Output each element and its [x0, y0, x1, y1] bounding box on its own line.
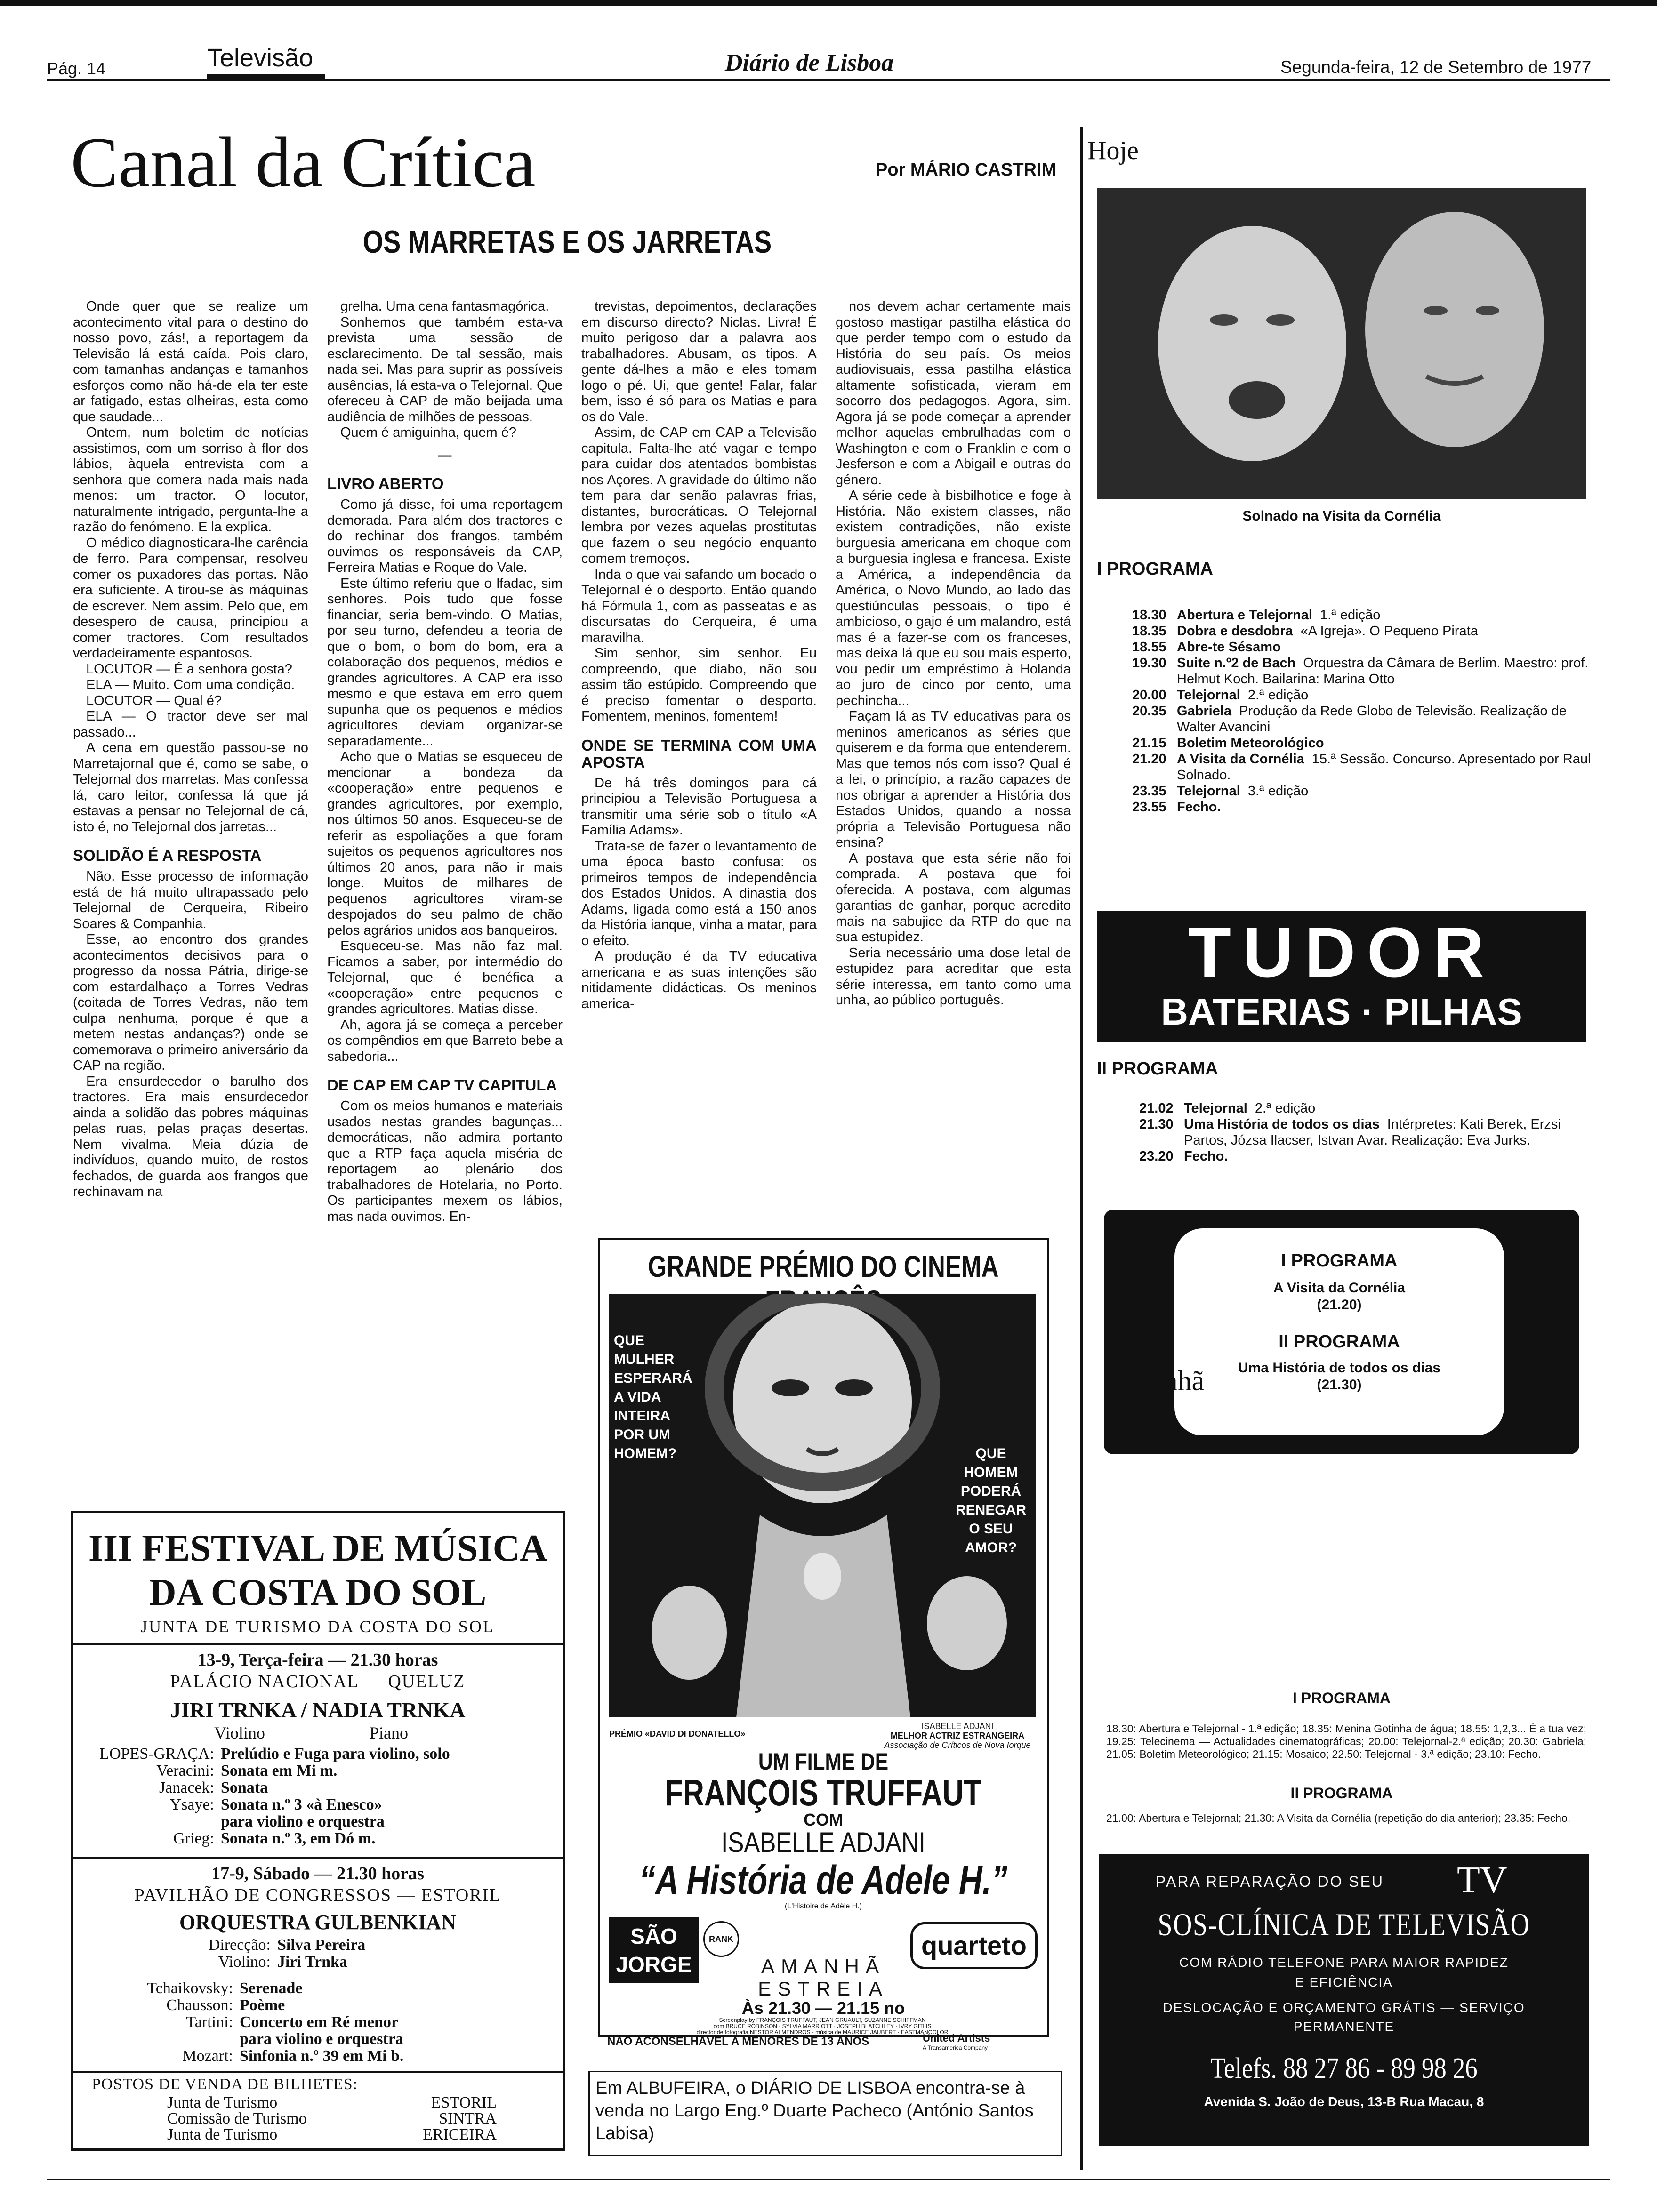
ticket-town: ERICEIRA [423, 2126, 497, 2143]
listing-time: 21.20 [1132, 752, 1166, 767]
concert2-program [82, 1980, 553, 2065]
tv-p2-title: II PROGRAMA [1279, 1332, 1400, 1352]
festival-rule-2 [73, 1857, 563, 1859]
paragraph: Seria necessário uma dose letal de estupidez para acreditar que esta série interessa, em tanto como uma unha, ao público português. [836, 945, 1071, 1008]
cinema-sao-jorge: SÃO JORGE [609, 1917, 699, 1983]
listing-desc: Intérpretes: Kati Berek, Erzsi Partos, Józsa Ilacser, Istvan Avar. Realização: Eva Jurks. [1184, 1117, 1561, 1148]
film-original-title: (L'Histoire de Adèle H.) [784, 1902, 862, 1910]
tv-listing [1132, 783, 1593, 799]
program-value: Silva Pereira [277, 1936, 366, 1954]
program-label: Tchaikovsky: [147, 1980, 233, 1997]
tudor-ad [1097, 911, 1586, 1042]
program-row [82, 1763, 553, 1779]
listing-desc: 3.ª edição [1247, 784, 1309, 799]
subheading: ONDE SE TERMINA COM UMA APOSTA [581, 736, 817, 771]
paragraph: Esqueceu-se. Mas não faz mal. Ficamos a saber, por intermédio do Telejornal, que é benéfica a «cooperação» entre pequenos e grandes agricultores. Matias disse. [327, 938, 563, 1017]
subheading: SOLIDÃO É A RESPOSTA [73, 847, 262, 864]
listing-desc: 2.ª edição [1255, 1101, 1316, 1116]
listing-title: A Visita da Cornélia [1177, 752, 1304, 767]
sos-line5: PERMANENTE [1293, 2019, 1395, 2034]
section-underline [207, 74, 325, 79]
program-value: Poème [240, 1996, 285, 2014]
program-label [82, 1813, 221, 1830]
paragraph: Com os meios humanos e materiais usados nestas grandes bagunças... democráticas, não admira portanto que a RTP faça aquela miséria de reportagem ao plenário dos trabalhadores de Hotelaria, no Porto. Os participantes mexem os lábios, mas nada ouvimos. En- [327, 1098, 563, 1224]
ticket-row [167, 2111, 497, 2127]
paragraph: Ah, agora já se começa a perceber os compêndios em que Barreto bebe a sabedoria... [327, 1017, 563, 1064]
program-label [82, 2031, 240, 2048]
program-row [82, 1830, 553, 1847]
listing-time: 20.00 [1132, 688, 1166, 703]
paragraph: Sonhemos que também esta-va prevista uma sessão de esclarecimento. De tal sessão, mais nada sei. Mas para suprir as possíveis ausências, lá esta-va o Telejornal. Que ofereceu à CAP de mão beijada uma audiência de milhões de pessoas. [327, 314, 563, 425]
tickets-list [167, 2095, 497, 2143]
tagline-right [956, 1444, 1026, 1557]
tagline-line: A VIDA [614, 1389, 661, 1405]
instrument-piano: Piano [370, 1723, 409, 1742]
ticket-place: Junta de Turismo [167, 2126, 278, 2143]
issue-date: Segunda-feira, 12 de Setembro de 1977 [1280, 57, 1592, 77]
tagline-left [614, 1331, 692, 1463]
column-title: Canal da Crítica [71, 123, 536, 202]
sos-line2: COM RÁDIO TELEFONE PARA MAIOR RAPIDEZ [1179, 1955, 1509, 1970]
paragraph: grelha. Uma cena fantasmagórica. [340, 299, 549, 314]
program-value: Jiri Trnka [277, 1953, 347, 1971]
tv-listing [1139, 1116, 1593, 1148]
paragraph: Não. Esse processo de informação está de há muito ultrapassado pelo Telejornal de Cerqueira, Ribeiro Soares & Companhia. [73, 869, 308, 931]
listing-time: 18.55 [1132, 640, 1166, 655]
film-title: “A História de Adele H.” [639, 1858, 1008, 1903]
festival-ad [71, 1511, 565, 2151]
article-column-1 [73, 299, 308, 1200]
rank-badge: RANK [703, 1921, 739, 1957]
amanha-title: Amanhã [1109, 1365, 1205, 1396]
listing-desc: 2.ª edição [1247, 688, 1309, 703]
tagline-line: PODERÁ [960, 1483, 1022, 1499]
photo-caption: Solnado na Visita da Cornélia [1242, 508, 1441, 524]
am-p2-text: 21.00: Abertura e Telejornal; 21.30: A Visita da Cornélia (repetição do dia anterior); 23.35: Fecho. [1106, 1812, 1571, 1824]
albufeira-text: Em ALBUFEIRA, o DIÁRIO DE LISBOA encontra-se à venda no Largo Eng.º Duarte Pacheco (António Santos Labisa) [595, 2078, 1034, 2143]
paragraph: ELA — Muito. Com uma condição. [86, 677, 295, 692]
concert2-date: 17-9, Sábado — 21.30 horas [211, 1864, 424, 1883]
tv-p1-time: (21.20) [1317, 1297, 1362, 1313]
festival-title-2: DA COSTA DO SOL [149, 1572, 487, 1613]
listing-title: Uma História de todos os dias [1184, 1117, 1380, 1132]
award-right-title: MELHOR ACTRIZ ESTRANGEIRA [890, 1731, 1025, 1740]
paragraph: Esse, ao encontro dos grandes acontecimentos decisivos para o progresso da nossa Pátria, dirige-se com estardalhaço a Torres Vedras (coitada de Torres Vedras, não tem culpa nenhuma, porque é que a metem nestas andanças?) onde se comemorava o primeiro aniversário da CAP na região. [73, 932, 308, 1073]
program-row [82, 1746, 553, 1763]
festival-rule-1 [73, 1643, 563, 1645]
tv-listing [1132, 703, 1593, 735]
festival-organizer: JUNTA DE TURISMO DA COSTA DO SOL [141, 1617, 495, 1636]
program-value: Serenade [240, 1980, 303, 1997]
top-border [0, 0, 1657, 6]
listing-desc: 15.ª Sessão. Concurso. Apresentado por Raul Solnado. [1177, 752, 1591, 783]
listing-title: Fecho. [1184, 1149, 1228, 1164]
article-column-2 [327, 299, 563, 1225]
tv-listing [1132, 623, 1593, 639]
program-row [82, 1954, 553, 1971]
program-label: Direcção: [208, 1936, 271, 1954]
program-row [82, 2014, 553, 2031]
concert1-venue: PALÁCIO NACIONAL — QUELUZ [170, 1672, 466, 1691]
ticket-place: Junta de Turismo [167, 2094, 278, 2111]
program-value: Sinfonia n.º 39 em Mi b. [240, 2047, 404, 2065]
film-com: COM [804, 1810, 843, 1829]
tudor-brand: TUDOR [1188, 913, 1496, 992]
headline: OS MARRETAS E OS JARRETAS [362, 224, 772, 260]
program-row [82, 1779, 553, 1796]
tagline-line: QUE [975, 1446, 1006, 1461]
solnado-photo [1097, 188, 1586, 499]
program-value: Sonata em Mi m. [221, 1762, 338, 1779]
listing-time: 20.35 [1132, 704, 1166, 719]
tv-listing [1132, 687, 1593, 703]
program-value: para violino e orquestra [240, 2030, 403, 2048]
program-label: Violino: [218, 1953, 271, 1971]
paragraph: ELA — O tractor deve ser mal passado... [73, 709, 308, 740]
um-filme-de: UM FILME DE [758, 1748, 889, 1775]
film-times: Às 21.30 — 21.15 no [741, 1998, 905, 2018]
program-row [82, 1980, 553, 1997]
listing-time: 19.30 [1132, 656, 1166, 671]
paragraph: LOCUTOR — Qual é? [86, 693, 222, 708]
prog2-list [1139, 1100, 1593, 1164]
listing-desc: 1.ª edição [1319, 608, 1381, 623]
tv-p2-show: Uma História de todos os dias [1238, 1360, 1441, 1376]
film-amanha: AMANHÃ [761, 1955, 885, 1977]
tv-listing [1132, 655, 1593, 687]
tagline-line: HOMEM? [614, 1446, 677, 1461]
paragraph: LOCUTOR — É a senhora gosta? [86, 661, 292, 677]
program-label: Chausson: [166, 1996, 233, 2014]
am-p1-title: I PROGRAMA [1293, 1690, 1391, 1707]
tagline-line: HOMEM [964, 1465, 1018, 1480]
program-value: Sonata [221, 1779, 268, 1796]
program-row [82, 1796, 553, 1813]
ticket-town: SINTRA [439, 2110, 497, 2127]
program-value: Concerto em Ré menor [240, 2013, 399, 2031]
listing-title: Abre-te Sésamo [1177, 640, 1281, 655]
ticket-row [167, 2127, 497, 2143]
listing-time: 18.35 [1132, 624, 1166, 639]
sidebar-divider [1080, 127, 1083, 2170]
program-label: Janacek: [159, 1779, 214, 1796]
tagline-line: QUE [614, 1333, 645, 1348]
program-row [82, 1813, 553, 1830]
prog1-title: I PROGRAMA [1097, 559, 1213, 579]
listing-desc: Produção da Rede Globo de Televisão. Realização de Walter Avancini [1177, 704, 1567, 735]
concert2-credits [82, 1937, 553, 1971]
listing-time: 21.02 [1139, 1101, 1174, 1116]
paragraph: A postava que esta série não foi comprada. A postava que foi oferecida. A postava, com algumas garantias de ganhar, porque acredito mais na sabujice da RTP do que na sua estupidez. [836, 850, 1071, 945]
program-value: Prelúdio e Fuga para violino, solo [221, 1745, 450, 1763]
am-p2-title: II PROGRAMA [1290, 1785, 1393, 1802]
listing-time: 23.20 [1139, 1149, 1174, 1164]
listing-title: Telejornal [1177, 688, 1240, 703]
paragraph: De há três domingos para cá principiou a Televisão Portuguesa a transmitir uma série sob o título «A Família Adams». [581, 775, 817, 838]
festival-rule-3 [73, 2071, 563, 2073]
paragraph: Inda o que vai safando um bocado o Telejornal é o desporto. Então quando há Fórmula 1, com as passeatas e as discursatas do Cerqueira, é uma maravilha. [581, 567, 817, 645]
tv-listing [1132, 607, 1593, 623]
award-right [882, 1722, 1033, 1750]
tagline-line: MULHER [614, 1352, 675, 1367]
am-p1-text: 18.30: Abertura e Telejornal - 1.ª edição; 18.35: Menina Gotinha de água; 18.55: 1,2,3... É a tua vez; 19.25: Telecinema — Actualidades cinematográficas; 20.00: Telejornal-2.ª edição; 20.30: Gabriela; 21.05: Boletim Meteorológico; 21.15: Mosaico; 22.50: Telejornal - 3.ª edição; 23.10: Fecho. [1106, 1723, 1586, 1760]
program-row [82, 2048, 553, 2065]
tv-listing [1132, 735, 1593, 751]
tv-listing [1132, 799, 1593, 815]
tudor-sub: BATERIAS · PILHAS [1161, 991, 1522, 1033]
tv-listing [1139, 1148, 1593, 1164]
sos-line3: E EFICIÊNCIA [1295, 1975, 1393, 1989]
film-rating: NÃO ACONSELHÁVEL A MENORES DE 13 ANOS [607, 2035, 869, 2048]
sos-line1: PARA REPARAÇÃO DO SEU [1156, 1873, 1384, 1890]
tagline-line: ESPERARÁ [614, 1370, 692, 1386]
film-credits-3: director de fotografia NESTOR ALMENDROS · música de MAURICE JAUBERT · EASTMANCOLOR [696, 2029, 949, 2036]
film-ad [598, 1238, 1049, 2037]
program-label: Grieg: [173, 1830, 214, 1847]
award-right-org: Associação de Críticos de Nova Iorque [884, 1740, 1031, 1750]
photo-icon [1097, 188, 1586, 499]
paragraph: Trata-se de fazer o levantamento de uma época basto confusa: os primeiros tempos de independência dos Estados Unidos. A dinastia dos Adams, ligada como está a 150 anos da História ianque, vinha a matar, para o efeito. [581, 838, 817, 948]
paragraph: A cena em questão passou-se no Marretajornal que é, como se sabe, o Telejornal dos marretas. Mas confessa lá, caro leitor, confessa lá que já estavas a pensar no Telejornal de cá, isto é, no Telejornal dos jarretas... [73, 740, 308, 834]
paragraph: A série cede à bisbilhotice e foge à História. Não existem classes, não existem contradições, não existe burguesia americana em choque com a burguesia inglesa e francesa. Existe a América, a independência da América, o Novo Mundo, ao lado das questiúnculas pessoais, o tipo é ambicioso, o gajo é um malandro, está mas é a fazer-se com os franceses, mas deixa lá que eu sou mais esperto, vou pedir um empréstimo à Holanda ao juro de cinco por cento, uma pechincha... [836, 488, 1071, 708]
paragraph: Sim senhor, sim senhor. Eu compreendo, que diabo, não sou assim tão estúpido. Compreendo que é preciso fomentar o desporto. Fomentem, meninos, fomentem! [581, 646, 817, 724]
festival-title-1: III FESTIVAL DE MÚSICA [88, 1528, 547, 1569]
program-value: Sonata n.º 3, em Dó m. [221, 1830, 376, 1847]
tv-listing [1132, 751, 1593, 783]
listing-desc: Orquestra da Câmara de Berlim. Maestro: prof. Helmut Koch. Bailarina: Marina Otto [1177, 656, 1589, 687]
hoje-title: Hoje [1087, 136, 1139, 165]
tv-screen [1174, 1228, 1504, 1435]
sos-ad [1099, 1854, 1589, 2146]
film-estreia: ESTREIA [758, 1978, 889, 2000]
albufeira-notice [588, 2071, 1062, 2156]
film-poster [609, 1294, 1036, 1717]
tagline-line: INTEIRA [614, 1408, 670, 1424]
paragraph: A produção é da TV educativa americana e as suas intenções são nitidamente didácticas. Os meninos america- [581, 949, 817, 1011]
footer-rule [47, 2179, 1610, 2180]
tickets-title: POSTOS DE VENDA DE BILHETES: [92, 2076, 358, 2093]
instrument-violin: Violino [214, 1723, 265, 1742]
program-label: Mozart: [182, 2047, 233, 2065]
page-number: Pág. 14 [47, 59, 106, 78]
paragraph: Este último referiu que o lfadac, sim senhores. Pois tudo que fosse financiar, seria bem-vindo. O Matias, por seu turno, defendeu a teoria de que o bom, o bom do bom, era a colaboração dos pequenos, médios e grandes agricultores. A CAP era isso mesmo e que estava em erro quem supunha que os pequenos e médios agricultores deviam organizar-se separadamente... [327, 576, 563, 749]
program-label: Veracini: [156, 1762, 214, 1779]
section-dash: — [438, 447, 452, 463]
sos-address: Avenida S. João de Deus, 13-B Rua Macau, 8 [1204, 2094, 1484, 2109]
article-column-3 [581, 299, 817, 1012]
listing-title: Telejornal [1177, 784, 1240, 799]
listing-title: Suite n.º2 de Bach [1177, 656, 1296, 671]
sos-brand: SOS-CLÍNICA DE TELEVISÃO [1158, 1907, 1530, 1942]
sos-tv: TV [1457, 1859, 1507, 1901]
tagline-line: POR UM [614, 1427, 670, 1443]
tv-p1-title: I PROGRAMA [1281, 1251, 1398, 1271]
studio-sub: A Transamerica Company [923, 2044, 988, 2051]
paragraph: Como já disse, foi uma reportagem demorada. Para além dos tractores e do rechinar dos frangos, também ouvimos os responsáveis da CAP, Ferreira Matias e Roque do Vale. [327, 497, 563, 575]
paragraph: Acho que o Matias se esqueceu de mencionar a bondeza da «cooperação» entre pequenos e grandes agricultores, por exemplo, nos últimos 50 anos. Esqueceu-se de referir as espoliações a que foram sujeitos os pequenos agricultores nos últimos 20 anos, para não ir mais longe. Muitos de milhares de pequenos agricultores viram-se despojados do seu palmo de chão pelos agrários unidos aos banqueiros. [327, 749, 563, 938]
listing-title: Gabriela [1177, 704, 1232, 719]
film-banner: GRANDE PRÉMIO DO CINEMA [648, 1250, 999, 1283]
film-director: FRANÇOIS TRUFFAUT [665, 1772, 982, 1813]
studio-name: United Artists [923, 2032, 990, 2044]
sos-line4: DESLOCAÇÃO E ORÇAMENTO GRÁTIS — SERVIÇO [1163, 2000, 1525, 2015]
film-credits-2: com BRUCE ROBINSON · SYLVIA MARRIOTT · JOSEPH BLATCHLEY · IVRY GITLIS [713, 2023, 932, 2029]
award-left: PRÉMIO «DAVID DI DONATELLO» [609, 1729, 746, 1739]
film-star: ISABELLE ADJANI [721, 1827, 925, 1858]
paragraph: trevistas, depoimentos, declarações em discurso directo? Niclas. Livra! É muito perigoso dar a palavra aos trabalhadores. Abusam, os tipos. A gente dá-lhes a mão e eles tomam logo o pé. Ui, que gente! Falar, falar bem, isso é só para os Matias e para os do Vale. [581, 299, 817, 425]
paragraph: nos devem achar certamente mais gostoso mastigar pastilha elástica do que perder tempo com o estudo da História do seu país. Os meios audiovisuais, essa pastilha elástica altamente sofisticada, vieram em socorro dos pedagogos. Agora, sim. Agora já se pode começar a aprender melhor aquelas embrulhadas com o Washington e com o Franklin e com o Jesferson e com a Abigail e outras do género. [836, 299, 1071, 488]
tv-set-box [1104, 1210, 1579, 1454]
tv-listing [1139, 1100, 1593, 1116]
tv-listing [1132, 639, 1593, 655]
tv-p1-show: A Visita da Cornélia [1273, 1280, 1406, 1296]
tagline-line: RENEGAR [955, 1502, 1026, 1518]
listing-time: 21.15 [1132, 736, 1166, 751]
tv-p2-time: (21.30) [1317, 1377, 1362, 1393]
section-name: Televisão [207, 44, 314, 72]
concert1-program [82, 1746, 553, 1847]
prog2-title: II PROGRAMA [1097, 1059, 1218, 1079]
listing-time: 23.55 [1132, 800, 1166, 815]
paragraph: O médico diagnosticara-lhe carência de ferro. Para compensar, resolveu comer os puxadores das portas. Não era suficiente. A tirou-se às máquinas de escrever. Nem assim. Pelo que, em desespero de causa, principiou a comer tractores. Com resultados verdadeiramente espantosos. [73, 535, 308, 661]
prog1-list [1132, 607, 1593, 815]
masthead: Diário de Lisboa [725, 49, 894, 76]
concert2-orchestra: ORQUESTRA GULBENKIAN [179, 1911, 456, 1934]
sos-phones: Telefs. 88 27 86 - 89 98 26 [1210, 2052, 1478, 2084]
listing-title: Dobra e desdobra [1177, 624, 1293, 639]
ticket-row [167, 2095, 497, 2111]
film-credits-1: Screenplay by FRANÇOIS TRUFFAUT, JEAN GRUAULT, SUZANNE SCHIFFMAN [719, 2017, 926, 2023]
listing-time: 18.30 [1132, 608, 1166, 623]
listing-title: Boletim Meteorológico [1177, 736, 1324, 751]
listing-time: 23.35 [1132, 784, 1166, 799]
listing-desc: «A Igreja». O Pequeno Pirata [1300, 624, 1478, 639]
subheading: DE CAP EM CAP TV CAPITULA [327, 1076, 557, 1094]
program-value: Sonata n.º 3 «à Enesco» [221, 1796, 382, 1813]
listing-time: 21.30 [1139, 1117, 1174, 1132]
concert1-performers: JIRI TRNKA / NADIA TRNKA [170, 1698, 466, 1722]
program-row [82, 1937, 553, 1954]
paragraph: Assim, de CAP em CAP a Televisão capitula. Falta-lhe até vagar e tempo para cuidar dos atentados bombistas nos Açores. A gravidade do último não tem para dar senão palavras frias, distantes, burocráticas. O Telejornal lembra por vezes aquelas prostitutas que fazem o seu negócio enquanto comem tremoços. [581, 425, 817, 566]
ticket-town: ESTORIL [431, 2094, 497, 2111]
program-label: Tartini: [186, 2013, 233, 2031]
tagline-line: AMOR? [965, 1540, 1017, 1555]
paragraph: Onde quer que se realize um acontecimento vital para o destino do nosso povo, zás!, a reportagem da Televisão lá está caída. Pois claro, com tamanhas andanças e tamanhos esforços como não há-de ela ter este ar fatigado, estas olheiras, esta como que saudade... [73, 299, 308, 425]
concert1-date: 13-9, Terça-feira — 21.30 horas [197, 1650, 438, 1670]
ticket-place: Comissão de Turismo [167, 2110, 307, 2127]
paragraph: Façam lá as TV educativas para os meninos americanos as séries que quiserem e da forma que entenderem. Mas que temos nós com isso? Qual é a lei, o princípio, a razão capazes de nos obrigar a aprender a História dos Estados Unidos, quando a nossa própria a Televisão Portuguesa não ensina? [836, 709, 1071, 850]
paragraph: Era ensurdecedor o barulho dos tractores. Era mais ensurdecedor ainda a solidão das pobres máquinas pelas ruas, pelas praças desertas. Nem vivalma. Meia dúzia de indivíduos, quando muito, de rostos fechados, de guarda aos frangos que rechinavam na [73, 1074, 308, 1199]
listing-title: Abertura e Telejornal [1177, 608, 1312, 623]
cinema-quarteto: quarteto [910, 1922, 1038, 1969]
subheading: LIVRO ABERTO [327, 475, 444, 492]
program-label: LOPES-GRAÇA: [99, 1745, 214, 1763]
program-label: Ysaye: [169, 1796, 214, 1813]
byline: Por MÁRIO CASTRIM [876, 160, 1057, 180]
award-right-name: ISABELLE ADJANI [921, 1722, 994, 1731]
article-column-4 [836, 299, 1071, 1009]
paragraph: Ontem, num boletim de notícias assistimos, com um sorriso à flor dos lábios, àquela entrevista com a senhora que comera nada mais nada menos: um tractor. O locutor, naturalmente intrigado, pergunta-lhe a razão do fenómeno. E la explica. [73, 425, 308, 535]
tagline-line: O SEU [969, 1521, 1013, 1537]
paragraph: Quem é amiguinha, quem é? [340, 425, 516, 440]
listing-title: Telejornal [1184, 1101, 1247, 1116]
concert2-venue: PAVILHÃO DE CONGRESSOS — ESTORIL [134, 1885, 501, 1905]
header-rule [47, 79, 1610, 81]
program-value: para violino e orquestra [221, 1813, 385, 1830]
program-row [82, 2031, 553, 2048]
listing-title: Fecho. [1177, 800, 1221, 815]
program-row [82, 1997, 553, 2014]
